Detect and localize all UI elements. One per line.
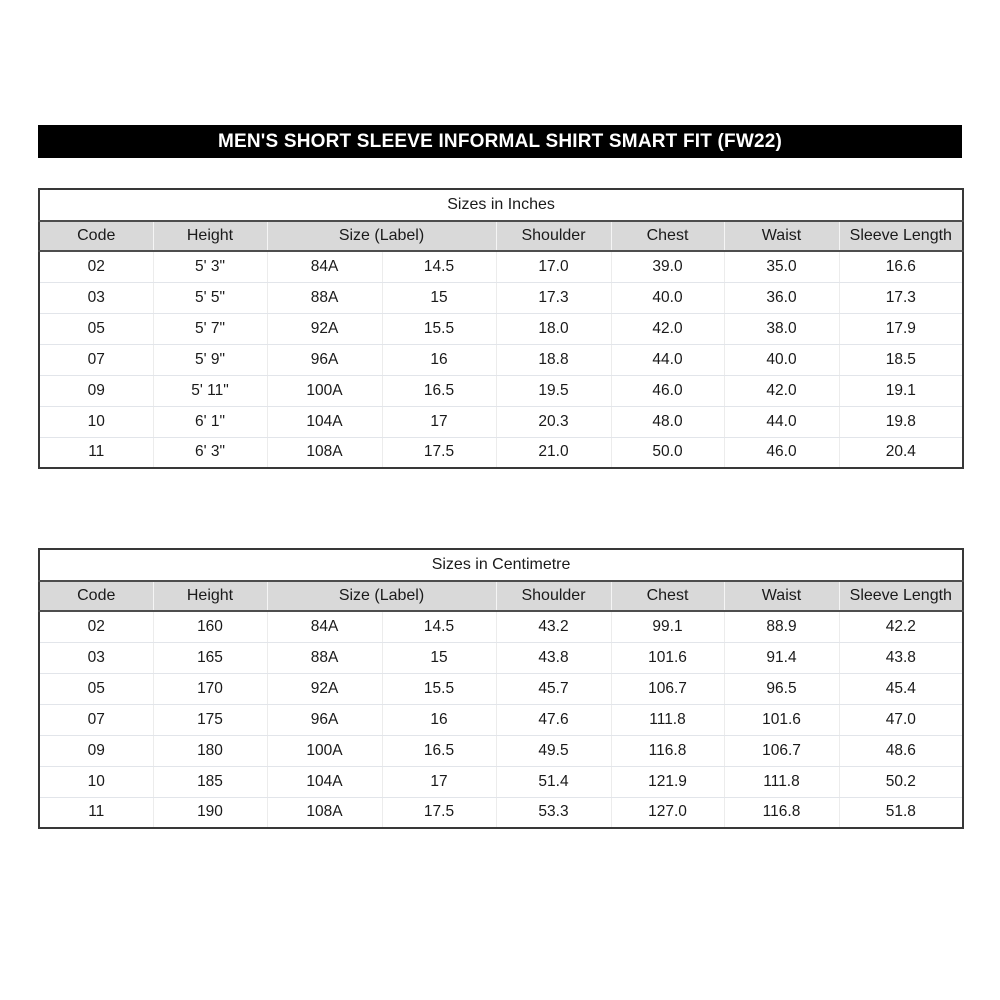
table-cell: 47.6 [496, 704, 611, 735]
table-row [39, 642, 963, 673]
table-cell: 44.0 [724, 406, 839, 437]
column-header-height: Height [153, 581, 267, 611]
column-header-row [39, 581, 963, 611]
table-cell: 5' 5" [153, 282, 267, 313]
table-cell: 02 [39, 611, 153, 642]
table-cell: 108A [267, 437, 382, 468]
column-header-shoulder: Shoulder [496, 581, 611, 611]
table-cell: 92A [267, 313, 382, 344]
table-cell: 16.6 [839, 251, 963, 282]
table-cell: 44.0 [611, 344, 724, 375]
table-cell: 84A [267, 611, 382, 642]
table-cell: 14.5 [382, 611, 496, 642]
table-cell: 180 [153, 735, 267, 766]
column-header-waist: Waist [724, 221, 839, 251]
table-cell: 07 [39, 344, 153, 375]
table-cell: 17.9 [839, 313, 963, 344]
table-cell: 11 [39, 437, 153, 468]
table-cell: 104A [267, 766, 382, 797]
table-cell: 43.8 [839, 642, 963, 673]
table-row [39, 704, 963, 735]
table-cell: 18.8 [496, 344, 611, 375]
table-cell: 106.7 [611, 673, 724, 704]
table-cell: 88A [267, 282, 382, 313]
table-cell: 100A [267, 375, 382, 406]
table-cell: 49.5 [496, 735, 611, 766]
table-cell: 185 [153, 766, 267, 797]
table-cell: 17 [382, 406, 496, 437]
sizes-in-centimetre-table [38, 548, 964, 829]
table-cell: 42.2 [839, 611, 963, 642]
table-cell: 48.0 [611, 406, 724, 437]
table-cell: 100A [267, 735, 382, 766]
table-cell: 47.0 [839, 704, 963, 735]
table-cell: 18.5 [839, 344, 963, 375]
table-cell: 96.5 [724, 673, 839, 704]
table-row [39, 437, 963, 468]
table-body-inches [39, 251, 963, 468]
column-header-size-label: Size (Label) [267, 581, 496, 611]
table-cell: 5' 9" [153, 344, 267, 375]
table-cell: 15.5 [382, 313, 496, 344]
table-cell: 35.0 [724, 251, 839, 282]
table-cell: 43.2 [496, 611, 611, 642]
table-cell: 51.8 [839, 797, 963, 828]
table-cell: 96A [267, 704, 382, 735]
table-cell: 160 [153, 611, 267, 642]
table-cell: 6' 3" [153, 437, 267, 468]
column-header-chest: Chest [611, 581, 724, 611]
column-header-chest: Chest [611, 221, 724, 251]
table-cell: 99.1 [611, 611, 724, 642]
table-cell: 48.6 [839, 735, 963, 766]
table-cell: 46.0 [611, 375, 724, 406]
table-cell: 07 [39, 704, 153, 735]
table-cell: 6' 1" [153, 406, 267, 437]
table-cell: 46.0 [724, 437, 839, 468]
table-cell: 104A [267, 406, 382, 437]
table-cell: 15 [382, 282, 496, 313]
table-cell: 18.0 [496, 313, 611, 344]
table-cell: 09 [39, 375, 153, 406]
table-row [39, 611, 963, 642]
table-cell: 11 [39, 797, 153, 828]
table-cell: 165 [153, 642, 267, 673]
table-cell: 20.3 [496, 406, 611, 437]
table-cell: 50.0 [611, 437, 724, 468]
table-caption-inches: Sizes in Inches [39, 189, 963, 221]
table-cell: 88.9 [724, 611, 839, 642]
table-cell: 38.0 [724, 313, 839, 344]
table-cell: 16.5 [382, 735, 496, 766]
table-row [39, 406, 963, 437]
table-cell: 92A [267, 673, 382, 704]
page-title-text: MEN'S SHORT SLEEVE INFORMAL SHIRT SMART FIT (FW22) [217, 130, 783, 152]
table-cell: 101.6 [611, 642, 724, 673]
table-cell: 05 [39, 673, 153, 704]
table-cell: 5' 3" [153, 251, 267, 282]
table-row [39, 344, 963, 375]
table-body-centimetre [39, 611, 963, 828]
table-cell: 10 [39, 766, 153, 797]
column-header-waist: Waist [724, 581, 839, 611]
table-row [39, 251, 963, 282]
table-cell: 17.5 [382, 797, 496, 828]
table-cell: 106.7 [724, 735, 839, 766]
table-cell: 51.4 [496, 766, 611, 797]
table-cell: 17.3 [839, 282, 963, 313]
caption-row [39, 189, 963, 221]
table-row [39, 766, 963, 797]
table-cell: 40.0 [724, 344, 839, 375]
table-cell: 108A [267, 797, 382, 828]
sizes-in-centimetre-section [38, 548, 962, 829]
table-cell: 42.0 [724, 375, 839, 406]
table-cell: 21.0 [496, 437, 611, 468]
table-cell: 96A [267, 344, 382, 375]
table-cell: 10 [39, 406, 153, 437]
table-cell: 91.4 [724, 642, 839, 673]
table-cell: 40.0 [611, 282, 724, 313]
table-cell: 84A [267, 251, 382, 282]
table-cell: 116.8 [611, 735, 724, 766]
sizes-in-inches-section [38, 188, 962, 469]
table-cell: 116.8 [724, 797, 839, 828]
table-cell: 16 [382, 704, 496, 735]
table-row [39, 375, 963, 406]
caption-row [39, 549, 963, 581]
table-cell: 36.0 [724, 282, 839, 313]
table-cell: 09 [39, 735, 153, 766]
column-header-code: Code [39, 581, 153, 611]
table-cell: 16.5 [382, 375, 496, 406]
column-header-sleeve-length: Sleeve Length [839, 581, 963, 611]
table-row [39, 313, 963, 344]
table-cell: 17.0 [496, 251, 611, 282]
table-cell: 15 [382, 642, 496, 673]
column-header-shoulder: Shoulder [496, 221, 611, 251]
page-title [38, 125, 962, 158]
column-header-code: Code [39, 221, 153, 251]
table-cell: 20.4 [839, 437, 963, 468]
table-cell: 5' 11" [153, 375, 267, 406]
table-cell: 16 [382, 344, 496, 375]
table-cell: 43.8 [496, 642, 611, 673]
table-cell: 111.8 [724, 766, 839, 797]
table-cell: 88A [267, 642, 382, 673]
table-cell: 15.5 [382, 673, 496, 704]
table-cell: 17 [382, 766, 496, 797]
table-cell: 111.8 [611, 704, 724, 735]
table-cell: 175 [153, 704, 267, 735]
table-cell: 19.5 [496, 375, 611, 406]
table-cell: 42.0 [611, 313, 724, 344]
table-cell: 02 [39, 251, 153, 282]
table-cell: 03 [39, 282, 153, 313]
table-cell: 127.0 [611, 797, 724, 828]
column-header-row [39, 221, 963, 251]
sizes-in-inches-table [38, 188, 964, 469]
table-cell: 45.7 [496, 673, 611, 704]
table-row [39, 797, 963, 828]
table-cell: 19.8 [839, 406, 963, 437]
table-cell: 5' 7" [153, 313, 267, 344]
table-cell: 17.3 [496, 282, 611, 313]
column-header-size-label: Size (Label) [267, 221, 496, 251]
column-header-sleeve-length: Sleeve Length [839, 221, 963, 251]
column-header-height: Height [153, 221, 267, 251]
table-cell: 17.5 [382, 437, 496, 468]
table-cell: 39.0 [611, 251, 724, 282]
table-row [39, 673, 963, 704]
table-cell: 101.6 [724, 704, 839, 735]
table-cell: 190 [153, 797, 267, 828]
table-cell: 53.3 [496, 797, 611, 828]
table-row [39, 282, 963, 313]
table-cell: 50.2 [839, 766, 963, 797]
table-cell: 45.4 [839, 673, 963, 704]
table-cell: 121.9 [611, 766, 724, 797]
table-cell: 19.1 [839, 375, 963, 406]
table-caption-centimetre: Sizes in Centimetre [39, 549, 963, 581]
table-cell: 14.5 [382, 251, 496, 282]
table-cell: 03 [39, 642, 153, 673]
table-row [39, 735, 963, 766]
table-cell: 170 [153, 673, 267, 704]
table-cell: 05 [39, 313, 153, 344]
